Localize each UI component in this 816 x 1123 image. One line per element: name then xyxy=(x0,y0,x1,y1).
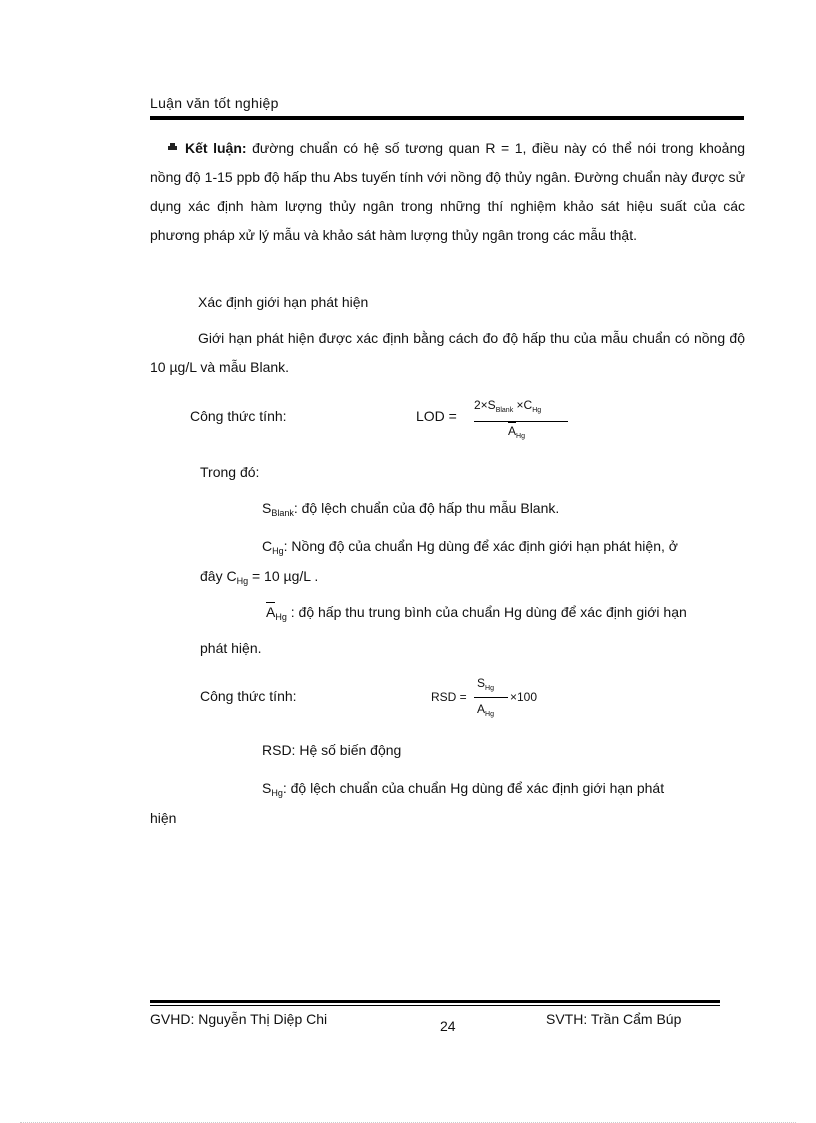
c-hg-sub: Hg xyxy=(272,546,284,556)
c-hg-symbol: C xyxy=(262,538,273,554)
formula2-fraction-bar xyxy=(474,697,508,698)
formula2-label: Công thức tính: xyxy=(200,688,297,704)
def-s-hg-cont: hiện xyxy=(150,810,177,826)
formula2-num: S xyxy=(477,676,486,690)
def-rsd: RSD: Hệ số biến động xyxy=(262,742,402,758)
bullet-icon xyxy=(168,146,177,150)
formula2-multiplier: ×100 xyxy=(510,690,538,704)
formula1-denominator xyxy=(508,424,525,440)
c-hg-text2-a: đây C xyxy=(200,568,237,584)
s-blank-symbol: S xyxy=(262,500,272,516)
intro-paragraph: Giới hạn phát hiện được xác định bằng cách đo độ hấp thu của mẫu chuẩn có nồng độ 10 µg/L và mẫu Blank. xyxy=(150,330,745,375)
formula1-num-a: 2×S xyxy=(474,398,496,412)
footer-page-number: 24 xyxy=(440,1018,456,1034)
formula1-lhs: LOD = xyxy=(416,408,457,424)
def-s-blank xyxy=(262,500,559,518)
footer-divider-thick xyxy=(150,1000,720,1003)
def-c-hg xyxy=(262,538,678,556)
c-hg-text: : Nồng độ của chuẩn Hg dùng để xác định giới hạn phát hiện, ở xyxy=(283,538,678,554)
formula1-den: A xyxy=(508,424,517,438)
page-header-title: Luận văn tốt nghiệp xyxy=(150,95,279,111)
formula2-num-sub: Hg xyxy=(485,685,494,692)
def-a-hg xyxy=(266,604,687,622)
formula1-num-sub: Blank xyxy=(495,407,514,414)
a-hg-symbol: A xyxy=(266,604,276,620)
c-hg-text2-sub: Hg xyxy=(236,576,249,586)
s-hg-symbol: S xyxy=(262,780,272,796)
def-s-hg xyxy=(262,780,664,798)
formula1-fraction-bar xyxy=(474,421,568,422)
formula1-num-sub2: Hg xyxy=(532,407,542,414)
formula1-numerator xyxy=(474,398,541,414)
conclusion-paragraph xyxy=(150,134,745,250)
footer-student: SVTH: Trần Cẩm Búp xyxy=(546,1011,682,1027)
a-hg-sub: Hg xyxy=(275,612,287,622)
formula2-den-sub: Hg xyxy=(485,711,494,718)
conclusion-text: đường chuẩn có hệ số tương quan R = 1, điều này có thể nói trong khoảng nồng độ 1-15 ppb độ hấp thu Abs tuyến tính với nồng độ thủy ngân. Đường chuẩn này được sử dụng xác định hàm lượng thủy ngân trong những thí nghiệm khảo sát hiệu suất của các phương pháp xử lý mẫu và khảo sát hàm lượng thủy ngân trong các mẫu thật. xyxy=(150,140,746,243)
c-hg-text2-b: = 10 µg/L . xyxy=(248,568,319,584)
where-label: Trong đó: xyxy=(200,464,260,480)
header-divider xyxy=(150,116,744,120)
def-a-hg-cont: phát hiện. xyxy=(200,640,262,656)
formula1-den-sub: Hg xyxy=(516,433,525,440)
s-blank-sub: Blank xyxy=(271,508,294,518)
s-hg-text: : độ lệch chuẩn của chuẩn Hg dùng để xác định giới hạn phát xyxy=(282,780,665,796)
formula1-label: Công thức tính: xyxy=(190,408,287,424)
formula2-numerator xyxy=(477,676,494,692)
formula1-num-b: ×C xyxy=(516,398,533,412)
formula2-den: A xyxy=(477,702,486,716)
def-c-hg-cont xyxy=(200,568,318,586)
footer-divider-thin xyxy=(150,1005,720,1006)
section-heading: Xác định giới hạn phát hiện xyxy=(198,294,369,310)
s-hg-sub: Hg xyxy=(271,788,283,798)
formula2-denominator xyxy=(477,702,494,718)
formula2-lhs: RSD = xyxy=(431,690,467,704)
footer-advisor: GVHD: Nguyễn Thị Diệp Chi xyxy=(150,1011,328,1027)
conclusion-label: Kết luận: xyxy=(185,140,247,156)
s-blank-text: : độ lệch chuẩn của độ hấp thu mẫu Blank. xyxy=(293,500,560,516)
a-hg-text: : độ hấp thu trung bình của chuẩn Hg dùng để xác định giới hạn xyxy=(290,604,687,620)
